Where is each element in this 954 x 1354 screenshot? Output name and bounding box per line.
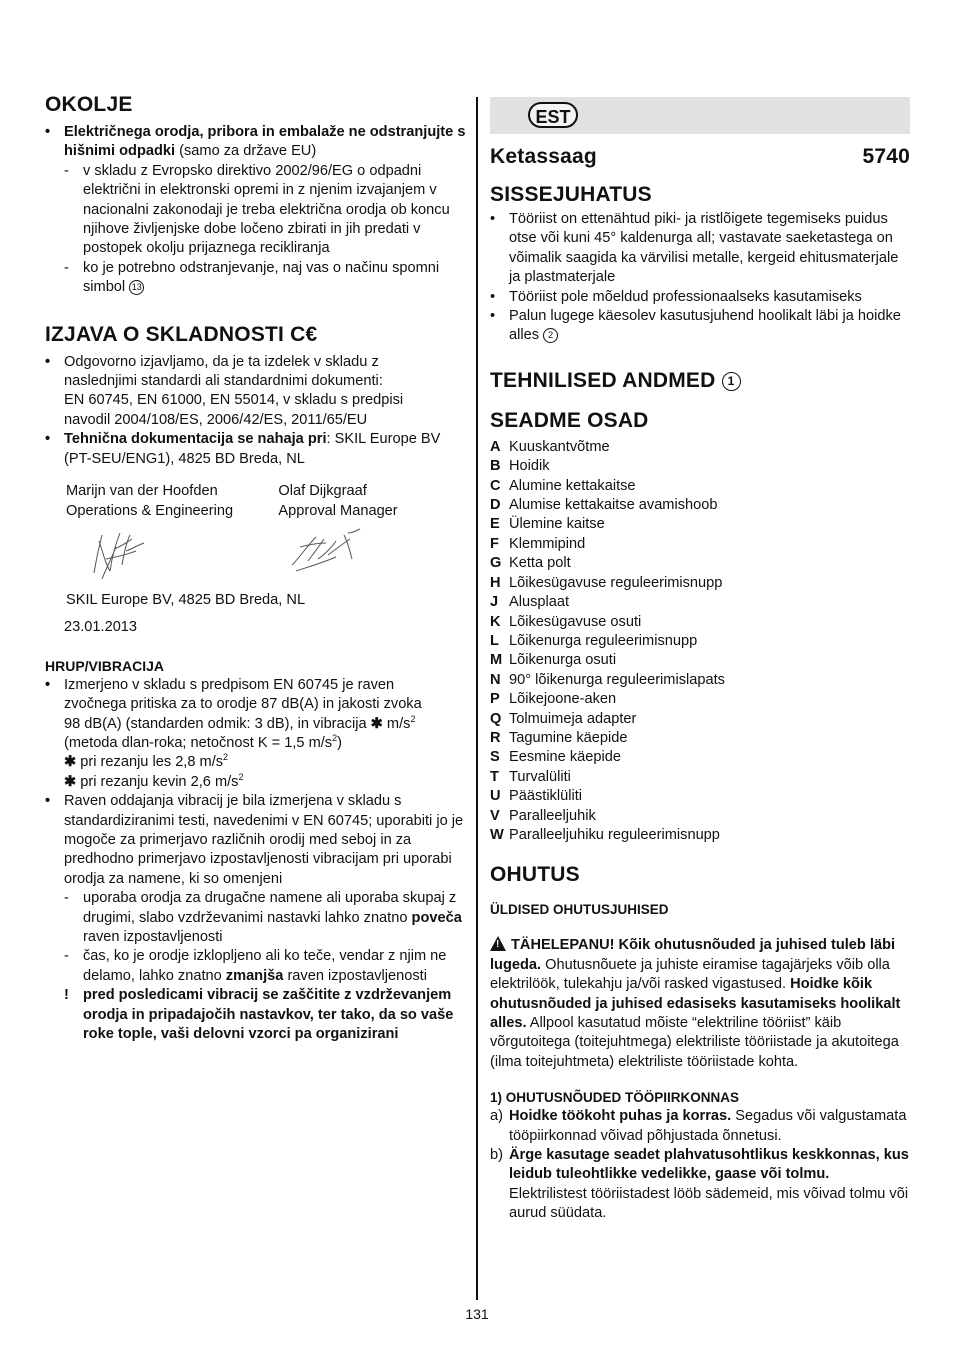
part-key: P	[490, 691, 500, 708]
part-key: R	[490, 729, 501, 746]
page-number: 131	[465, 1306, 489, 1322]
part-label: Päästiklüliti	[509, 788, 582, 805]
ohutus-subheading: ÜLDISED OHUTUSJUHISED	[490, 902, 669, 918]
part-label: Lõikenurga osuti	[509, 652, 617, 669]
ohutus-paragraph: ! TÄHELEPANU! Kõik ohutusnõuded ja juhised tuleb läbi lugeda. Ohutusnõuete ja juhiste eiramise tagajärjeks võib olla elektrilöök, tulekahju ja/või rasked vigastused. Hoidke kõik ohutusnõuded ja juhised edasiseks kasutamiseks hoolikalt alles. Allpool kasutatud mõiste “elektriline tööriist” käib võrgutoitega (toitejuhtmega) elektriliste tööriistade ja akutoitega (ilma toitejuhtmeta) elektriliste tööriistade kohta.	[490, 937, 901, 1070]
ohutus-item-b: b) Ärge kasutage seadet plahvatusohtlikus keskkonnas, kus leidub tuleohtlikke vedelikke, gaase või tolmu. Elektrilistest tööriistadest lööb sädemeid, mis võivad tolmu või aurud süüdata.	[490, 1147, 909, 1222]
part-item	[490, 710, 910, 729]
part-label: Lõikenurga reguleerimisnupp	[509, 632, 698, 649]
part-label: Tolmuimeja adapter	[509, 710, 637, 727]
declaration-date: 23.01.2013	[64, 619, 138, 636]
part-item	[490, 457, 910, 476]
part-item	[490, 729, 910, 748]
parts-list	[490, 438, 910, 846]
part-item	[490, 787, 910, 806]
part-key: B	[490, 458, 501, 475]
part-item	[490, 632, 910, 651]
column-divider	[476, 97, 478, 1300]
part-key: T	[490, 768, 499, 785]
part-label: Ülemine kaitse	[509, 516, 605, 533]
part-item	[490, 690, 910, 709]
part-key: W	[490, 826, 504, 843]
signatory-2: Olaf Dijkgraaf Approval Manager	[278, 483, 398, 519]
ohutus-section-1: 1) OHUTUSNÕUDED TÖÖPIIRKONNAS	[490, 1090, 740, 1106]
part-label: Klemmipind	[509, 535, 586, 552]
part-key: G	[490, 555, 502, 572]
asterisk-icon: ✱	[64, 754, 77, 771]
part-key: C	[490, 477, 501, 494]
symbol-13-icon: 13	[129, 280, 144, 295]
intro-bullet-3: • Palun lugege käesolev kasutusjuhend hoolikalt läbi ja hoidke alles 2	[490, 308, 901, 344]
part-key: E	[490, 516, 500, 533]
part-item	[490, 496, 910, 515]
ohutus-heading: OHUTUS	[490, 863, 580, 887]
left-column	[45, 92, 467, 1044]
part-item	[490, 477, 910, 496]
hrup-dash-2: - čas, ko je orodje izklopljeno ali ko teče, vendar z njim ne delamo, lahko znatno zmanjša raven izpostavljenosti	[64, 948, 447, 984]
intro-bullet-1: • Tööriist on ettenähtud piki- ja ristlõigete tegemiseks puidus otse või kuni 45° kaldenurga all; vastavate saeketastega on võimalik saagida ka värvilisi metalle, kergeid ehitusmaterjale ja plastmaterjale	[490, 211, 899, 286]
izjava-heading: IZJAVA O SKLADNOSTI C€	[45, 322, 318, 346]
hrup-bullet-1: • Izmerjeno v skladu s predpisom EN 60745 je raven zvočnega pritiska za to orodje 87 dB(A) in jakosti zvoka 98 dB(A) (standarden odmik: 3 dB), in vibracija ✱ $m/s^2$ (metoda dlan-roka; netočnost K = 1,5 $m/s^2$) ✱ pri rezanju les 2,8 $m/s^2$ ✱ pri rezanju kevin 2,6 $m/s^2$	[45, 676, 422, 790]
asterisk-icon: ✱	[370, 715, 383, 732]
asterisk-icon: ✱	[64, 773, 77, 790]
part-key: J	[490, 594, 499, 611]
part-item	[490, 554, 910, 573]
part-key: M	[490, 652, 503, 669]
part-label: Alumise kettakaitse avamishoob	[509, 497, 718, 514]
izjava-bullet-1: • Odgovorno izjavljamo, da je ta izdelek v skladu z naslednjimi standardi ali standardnimi dokumenti: EN 60745, EN 61000, EN 55014, v skladu s predpisi navodil 2004/108/ES, 2006/42/ES, 2011/65/EU	[45, 353, 404, 428]
signature-2	[278, 521, 467, 589]
part-item	[490, 515, 910, 534]
tehnilised-heading: TEHNILISED ANDMED 1	[490, 368, 910, 394]
hrup-note: ! pred posledicami vibracij se zaščitite z vzdrževanjem orodja in pripadajočih nastavkov, ter tako, da so vaše roke tople, vaši delovni vzorci pa organizirani	[64, 987, 454, 1043]
language-badge: EST	[528, 102, 578, 128]
part-item	[490, 613, 910, 632]
part-label: Eesmine käepide	[509, 749, 621, 766]
part-item	[490, 768, 910, 787]
okolje-bullet-1: • Električnega orodja, pribora in embalaže ne odstranjujte s hišnimi odpadki (samo za države EU)	[45, 124, 466, 160]
hrup-dash-1: - uporaba orodja za drugačne namene ali uporaba skupaj z drugimi, slabo vzdrževanimi nastavki lahko znatno poveča raven izpostavljenosti	[64, 890, 462, 945]
product-code: 5740	[862, 145, 910, 168]
part-key: A	[490, 438, 501, 455]
figure-1-icon: 1	[722, 372, 741, 391]
part-label: 90° lõikenurga reguleerimislapats	[509, 671, 725, 688]
part-label: Lõikesügavuse reguleerimisnupp	[509, 574, 723, 591]
language-bar	[490, 97, 910, 134]
ohutus-item-a: a) Hoidke töökoht puhas ja korras. Segadus või valgustamata tööpiirkonnad võivad põhjustada õnnetusi.	[490, 1108, 907, 1144]
part-item	[490, 593, 910, 612]
figure-2-icon: 2	[543, 328, 558, 343]
part-key: K	[490, 613, 501, 630]
part-label: Alumine kettakaitse	[509, 477, 636, 494]
part-label: Kuuskantvõtme	[509, 438, 610, 455]
part-item	[490, 438, 910, 457]
okolje-heading: OKOLJE	[45, 93, 133, 116]
hrup-bullet-2: • Raven oddajanja vibracij je bila izmerjena v skladu s standardiziranimi testi, navedenimi v EN 60745; uporabiti jo je mogoče za primerjavo različnih orodij med seboj in za predhodno primerjavo izpostavljenosti vibracijam pri uporabi orodja za namene, ki so omenjeni	[45, 793, 464, 887]
part-key: Q	[490, 710, 502, 727]
part-item	[490, 651, 910, 670]
part-label: Hoidik	[509, 458, 550, 475]
part-item	[490, 807, 910, 826]
signatory-1: Marijn van der Hoofden Operations & Engineering	[66, 483, 234, 519]
part-label: Paralleeljuhik	[509, 807, 596, 824]
part-key: L	[490, 632, 499, 649]
product-name: Ketassaag	[490, 145, 597, 168]
part-label: Alusplaat	[509, 594, 570, 611]
izjava-bullet-2: • Tehnična dokumentacija se nahaja pri: SKIL Europe BV (PT-SEU/ENG1), 4825 BD Breda, NL	[45, 431, 441, 467]
signatories	[45, 482, 467, 521]
part-label: Paralleeljuhiku reguleerimisnupp	[509, 826, 720, 843]
okolje-dash-1: - v skladu z Evropsko direktivo 2002/96/EG o odpadni električni in elektronski opremi in z njenim izvajanjem v nacionalni zakonodaji je treba električna orodja ob koncu njihove življenjske dobe ločeno zbirati in jih predati v postopek okolju prijaznega recikliranja	[64, 162, 450, 257]
part-key: S	[490, 749, 500, 766]
signature-1	[45, 521, 278, 589]
part-label: Ketta polt	[509, 555, 571, 572]
okolje-dash-2: - ko je potrebno odstranjevanje, naj vas o načinu spomni simbol 13	[64, 259, 440, 296]
part-key: H	[490, 574, 501, 591]
part-item	[490, 535, 910, 554]
part-item	[490, 671, 910, 690]
sissejuhatus-heading: SISSEJUHATUS	[490, 183, 652, 206]
part-label: Tagumine käepide	[509, 729, 628, 746]
hrup-heading: HRUP/VIBRACIJA	[45, 657, 165, 674]
part-item	[490, 574, 910, 593]
intro-bullet-2: • Tööriist pole mõeldud professionaalseks kasutamiseks	[490, 288, 862, 305]
osad-heading: SEADME OSAD	[490, 408, 649, 432]
part-item	[490, 826, 910, 845]
right-column	[490, 97, 910, 1224]
part-label: Turvalüliti	[509, 768, 571, 785]
part-key: N	[490, 671, 501, 688]
company-address: SKIL Europe BV, 4825 BD Breda, NL	[66, 591, 306, 608]
part-item	[490, 748, 910, 767]
part-label: Lõikejoone-aken	[509, 691, 617, 708]
product-title	[490, 144, 910, 170]
part-key: D	[490, 497, 501, 514]
part-key: U	[490, 788, 501, 805]
ce-mark-icon: C€	[290, 322, 318, 346]
part-key: V	[490, 807, 500, 824]
part-label: Lõikesügavuse osuti	[509, 613, 642, 630]
signature-row	[45, 521, 467, 589]
warning-triangle-icon: !	[490, 936, 506, 951]
part-key: F	[490, 535, 499, 552]
